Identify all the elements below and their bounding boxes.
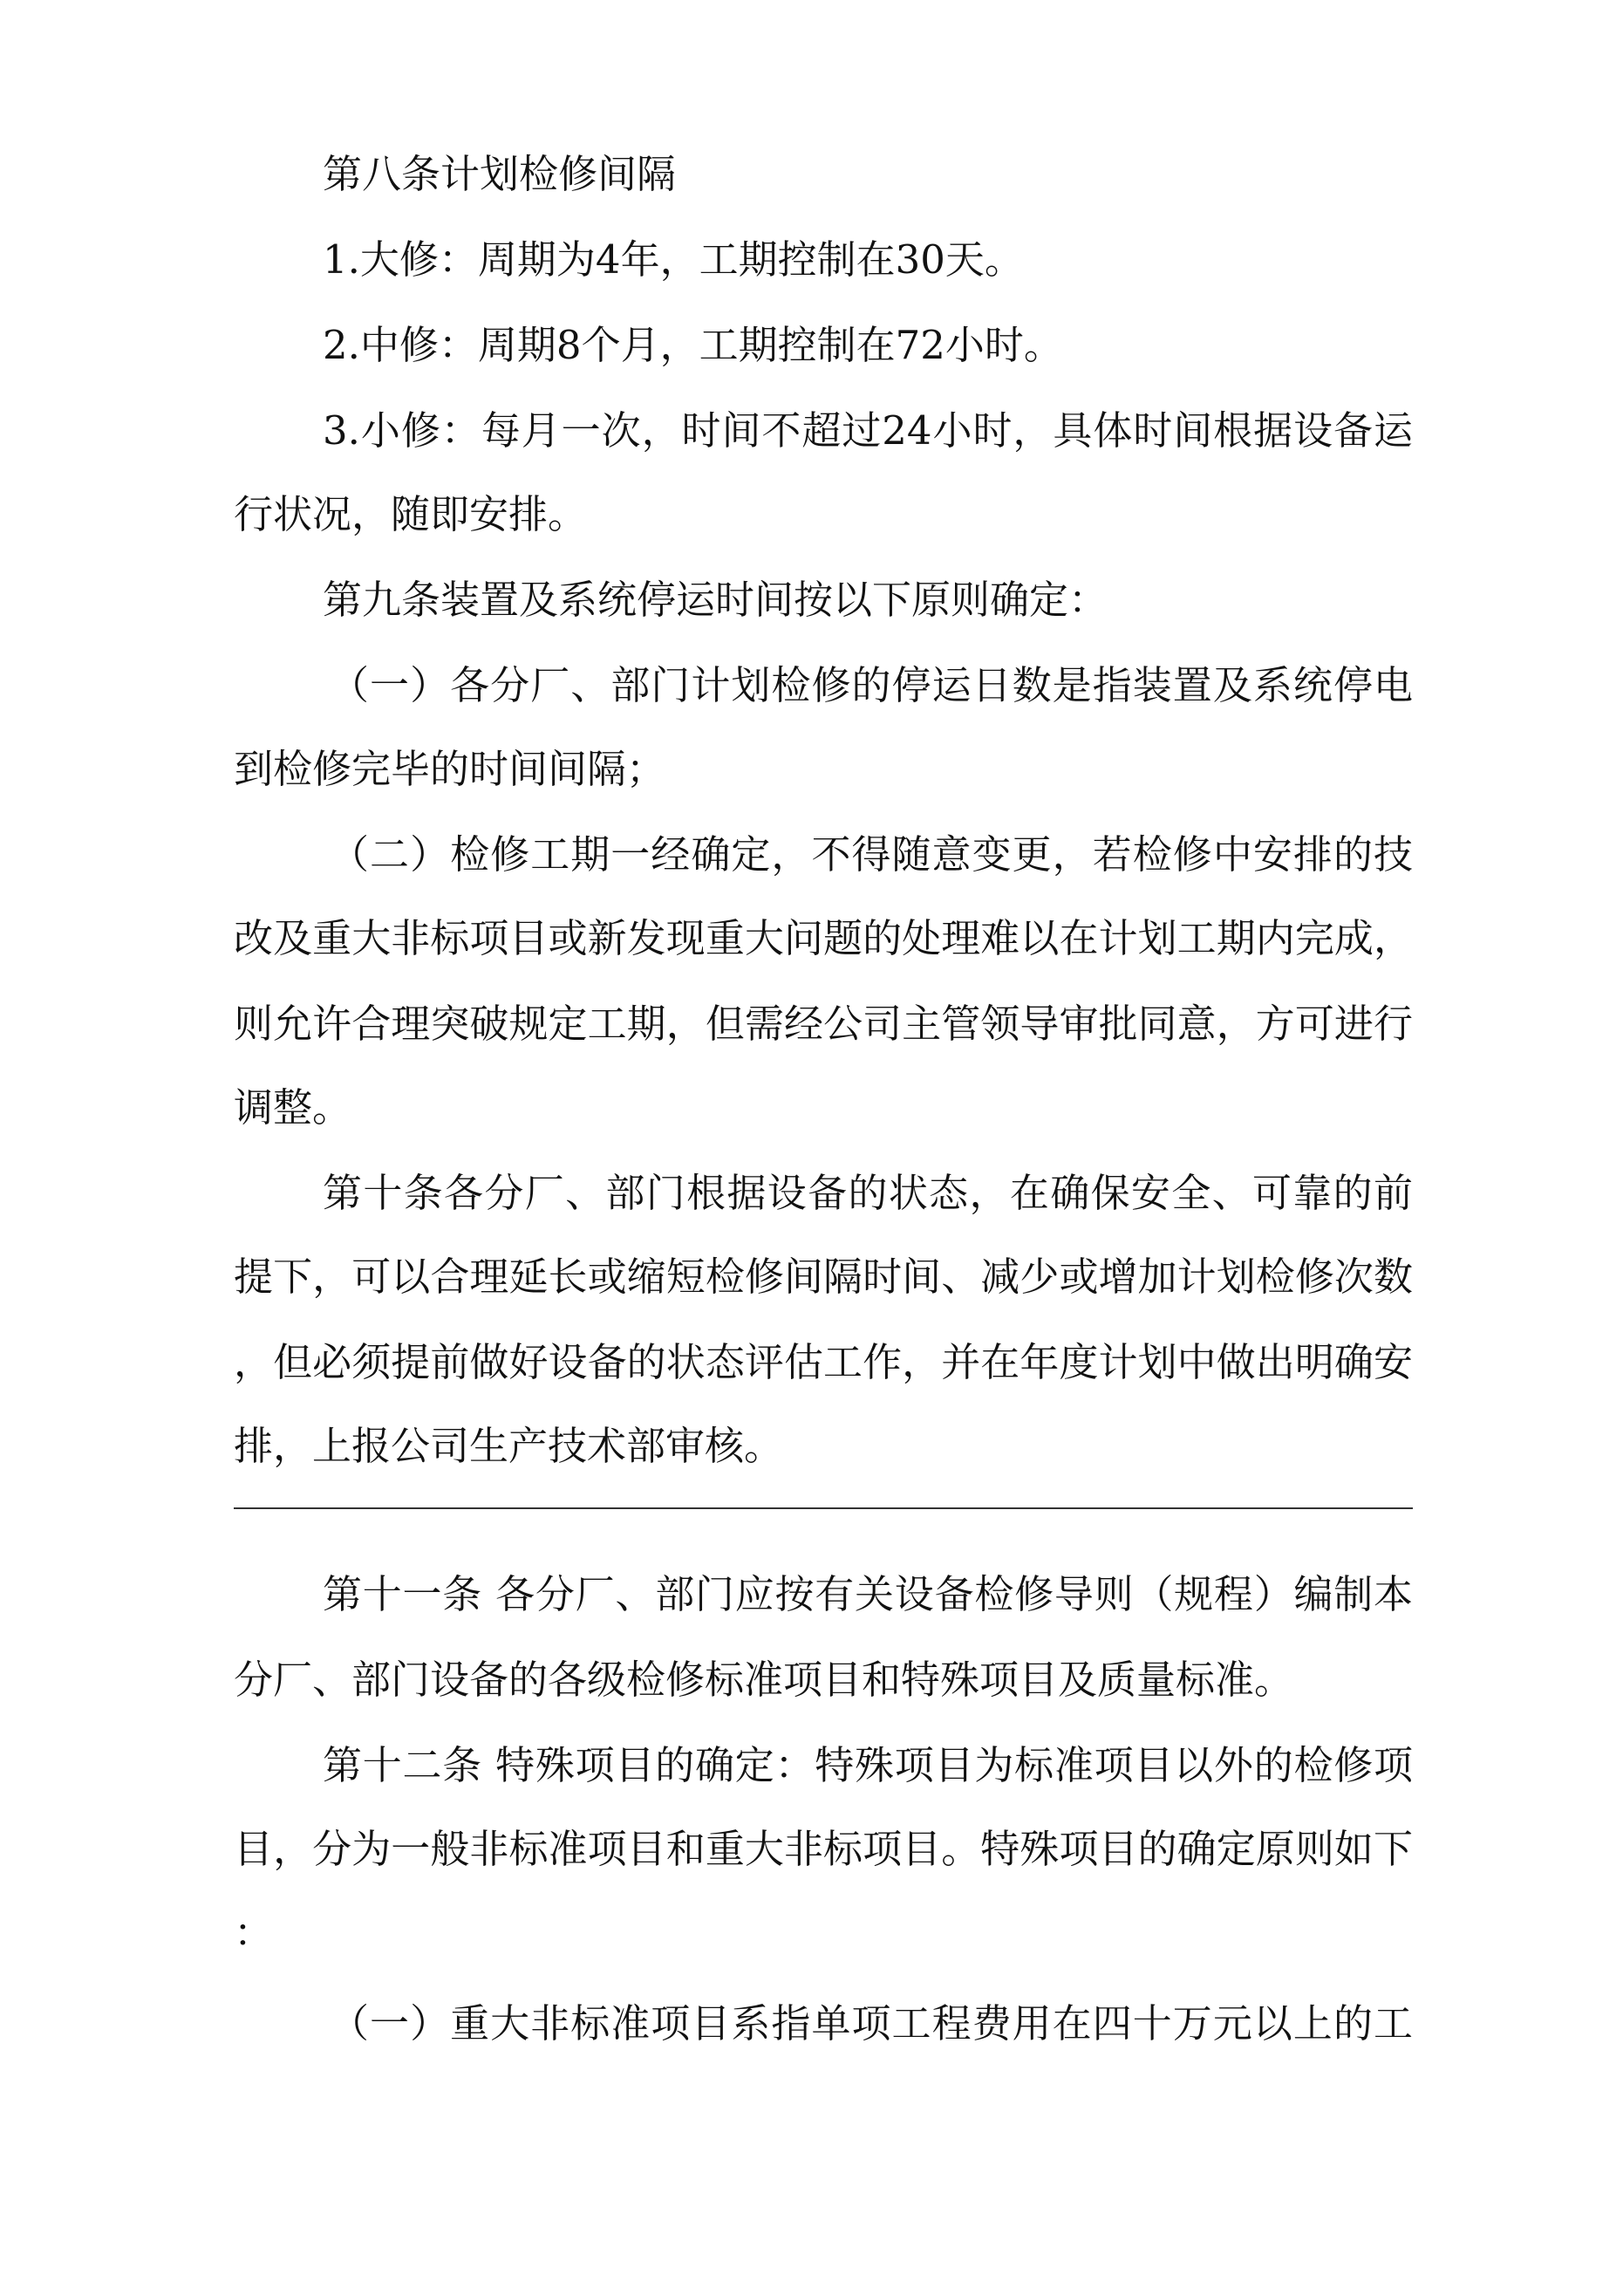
article-10-paragraph-cont-1: 提下，可以合理延长或缩短检修间隔时间、减少或增加计划检修次数	[234, 1254, 1413, 1300]
article-10-paragraph: 第十条各分厂、部门根据设备的状态，在确保安全、可靠的前	[323, 1170, 1413, 1216]
article-9-clause-2: （二）检修工期一经确定，不得随意变更，若检修中安排的技	[330, 831, 1413, 878]
minor-repair-item: 3.小修：每月一次，时间不超过24小时，具体时间根据设备运	[323, 407, 1413, 454]
article-9-clause-2-cont-3: 调整。	[234, 1084, 352, 1131]
article-9-clause-2-cont-2: 则允许合理突破规定工期，但需经公司主管领导审批同意，方可进行	[234, 1001, 1413, 1047]
article-12-paragraph-cont-2: ：	[234, 1910, 274, 1956]
article-9-heading: 第九条装置及系统停运时间按以下原则确定：	[323, 577, 1108, 623]
article-9-clause-1-cont: 到检修完毕的时间间隔；	[234, 746, 666, 792]
article-12-paragraph-cont-1: 目，分为一般非标准项目和重大非标项目。特殊项目的确定原则如下	[234, 1826, 1413, 1872]
minor-repair-item-cont: 行状况，随即安排。	[234, 491, 588, 537]
medium-repair-item: 2.中修：周期8个月，工期控制在72小时。	[323, 322, 1063, 368]
article-10-paragraph-cont-2: ，但必须提前做好设备的状态评估工作，并在年度计划中做出明确安	[234, 1339, 1413, 1385]
article-9-clause-1: （一）各分厂、部门计划检修的停运日数是指装置及系统停电	[330, 662, 1413, 708]
article-10-paragraph-cont-3: 排，上报公司生产技术部审核。	[234, 1423, 784, 1469]
article-11-paragraph: 第十一条 各分厂、部门应按有关设备检修导则（规程）编制本	[323, 1571, 1413, 1617]
article-11-paragraph-cont: 分厂、部门设备的各级检修标准项目和特殊项目及质量标准。	[234, 1657, 1294, 1703]
article-8-heading: 第八条计划检修间隔	[323, 151, 677, 197]
article-9-clause-2-cont-1: 改及重大非标项目或新发现重大问题的处理难以在计划工期内完成，	[234, 915, 1413, 961]
article-12-paragraph: 第十二条 特殊项目的确定：特殊项目为标准项目以外的检修项	[323, 1742, 1413, 1788]
article-12-clause-1: （一）重大非标准项目系指单项工程费用在四十万元以上的工	[330, 2000, 1413, 2047]
overhaul-item: 1.大修：周期为4年，工期控制在30天。	[323, 236, 1024, 283]
page-divider	[234, 1507, 1413, 1509]
